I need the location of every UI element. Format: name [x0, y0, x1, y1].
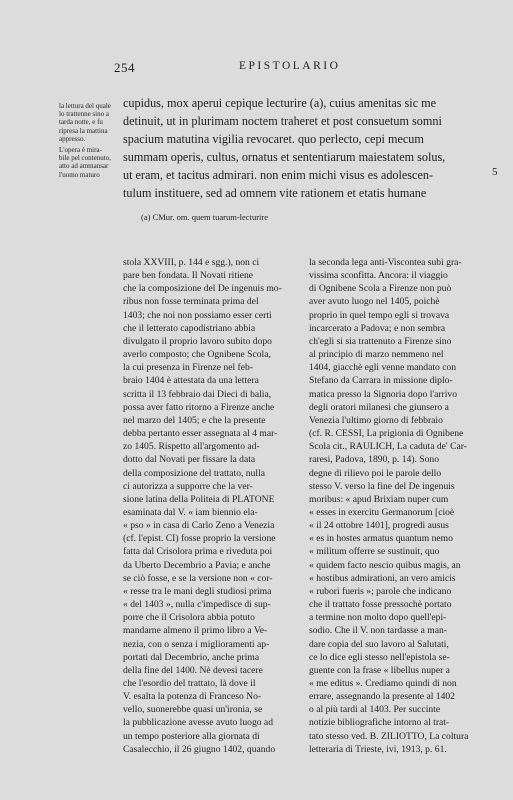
critical-apparatus-note: (a) CMur. om. quem tuarum-lecturire	[141, 212, 268, 222]
commentary-line: ch'egli si sia trattenuto a Firenze sino	[309, 335, 452, 347]
commentary-line: portati dal Decembrio, anche prima	[123, 651, 260, 663]
commentary-line: letteraria di Trieste, ivi, 1913, p. 61.	[309, 743, 447, 755]
commentary-line: proprio in quel tempo egli si trovava	[309, 309, 450, 321]
commentary-line: Venezia l'ultimo giorno di febbraio	[309, 414, 443, 426]
commentary-line: esaminata dal V. « iam biennio ela-	[123, 506, 258, 518]
commentary-line: (cf. l'epist. CI) fosse proprio la versione	[123, 533, 276, 545]
commentary-line: nezia, con o senza i miglioramenti ap-	[123, 638, 270, 650]
commentary-line: ribus non fosse terminata prima del	[123, 296, 259, 308]
commentary-line: debba pertanto esser assegnata al 4 mar-	[123, 428, 278, 440]
commentary-line: matica presso la Signoria dopo l'arrivo	[309, 388, 457, 400]
commentary-line: degne di rilievo poi le parole dello	[309, 467, 442, 479]
commentary-line: Stefano da Carrara in missione diplo-	[309, 375, 453, 387]
commentary-line: stola XXVIII, p. 144 e sgg.), non ci	[123, 257, 260, 268]
commentary-line: dotto dal Novati per fissare la data	[123, 454, 256, 466]
margin-note-line: l'uomo maturo	[59, 170, 100, 179]
commentary-line: la pubblicazione avesse avuto luogo ad	[123, 717, 273, 729]
commentary-line: « il 24 ottobre 1401], progredi ausus	[309, 520, 449, 532]
running-title: EPISTOLARIO	[239, 60, 341, 72]
commentary-line: « militum offerre se sustinuit, quo	[309, 546, 440, 558]
commentary-line: « hostibus admirationi, an vero amicis	[309, 572, 456, 584]
main-text-line: ut eram, et tacitus admirari. non enim michi visus es adolescen-	[123, 167, 434, 182]
commentary-line: la cui presenza in Firenze nel feb-	[123, 362, 253, 374]
main-text-line: summam operis, cultus, ornatus et sententiarum maiestatem solus,	[123, 149, 446, 164]
commentary-line: guente con la frase « libellus nuper a	[309, 664, 450, 676]
commentary-line: 1404, giacchè egli venne mandato con	[309, 362, 457, 374]
margin-note-line: L'opera è mira-	[59, 146, 102, 154]
commentary-line: « resse tra le mani degli studiosi prima	[123, 585, 272, 597]
commentary-line: « quidem facto nescio quibus magis, an	[309, 559, 461, 571]
commentary-line: della fine del 1400. Nè devesi tacere	[123, 664, 263, 676]
margin-note-line: la lettura del quale	[59, 102, 111, 110]
commentary-line: V. esalta la potenza di Franceso No-	[123, 691, 262, 703]
margin-note-1	[59, 102, 125, 143]
commentary-line: a termine non molto dopo quell'epi-	[309, 612, 447, 624]
margin-note-line: appresso.	[59, 134, 86, 143]
commentary-line: fatta dal Crisolora prima e riveduta poi	[123, 546, 273, 558]
page-number: 254	[114, 60, 135, 75]
line-number: 5	[492, 166, 498, 178]
margin-note-line: bile pel contenuto,	[59, 154, 111, 163]
commentary-line: « esses in exercitu Germanorum [cioè	[309, 506, 455, 518]
commentary-line: incarcerato a Padova; e non sembra	[309, 322, 446, 334]
commentary-line: « me editus ». Crediamo quindi di non	[309, 678, 457, 689]
commentary-line: Scola cit., RAULICH, La caduta de' Car-	[309, 441, 467, 453]
main-text-line: spacium matutina vigilia revocaret. quo perlecto, cepi mecum	[123, 131, 424, 146]
commentary-line: pare ben fondata. Il Novati ritiene	[123, 270, 253, 282]
margin-note-2	[59, 146, 125, 179]
commentary-line: della composizione del trattato, nulla	[123, 467, 265, 479]
commentary-line: ci autorizza a supporre che la ver-	[123, 480, 253, 492]
commentary-line: che il trattato fosse pressochè portato	[309, 599, 452, 611]
commentary-line: notizie bibliografiche intorno al trat-	[309, 717, 450, 729]
commentary-line: nel marzo del 1405; e che la presente	[123, 414, 266, 426]
commentary-right-column	[309, 256, 475, 756]
commentary-line: ce lo dice egli stesso nell'epistola se-	[309, 651, 450, 663]
margin-note-line: lo trattenne sino a	[59, 110, 109, 119]
margin-note-line: tarda notte, e fu	[59, 118, 103, 127]
margin-note-line: atto ad ammansar	[59, 162, 109, 171]
commentary-line: la seconda lega anti-Viscontea subì gra-	[309, 257, 462, 268]
main-text-line: tulum instituere, sed ad omnem vite rationem et etatis humane	[123, 185, 427, 200]
commentary-line: sione latina della Politeia di PLATONE	[123, 493, 275, 505]
commentary-line: dare copia del suo lavoro al Salutati,	[309, 638, 449, 650]
main-text-line: detinuit, ut in plurimam noctem traheret et post consuetum somni	[123, 113, 442, 128]
commentary-line: vello, suonerebbe quasi un'ironia, se	[123, 704, 263, 716]
margin-note-line: ripresa la mattina	[59, 126, 108, 135]
commentary-line: Casalecchio, il 26 giugno 1402, quando	[123, 743, 276, 755]
commentary-line: « pso » in casa di Carlo Zeno a Venezia	[123, 520, 275, 532]
commentary-line: braio 1404 è attestata da una lettera	[123, 375, 259, 387]
commentary-line: « del 1403 », nulla c'impedisce di sup-	[123, 599, 271, 611]
commentary-line: o al più tardi al 1403. Per succinte	[309, 704, 441, 716]
commentary-line: che la composizione del De ingenuis mo-	[123, 283, 282, 295]
commentary-line: tato stesso ved. B. ZILIOTTO, La coltura	[309, 730, 469, 742]
commentary-line: aver avuto luogo nel 1405, poichè	[309, 296, 440, 308]
commentary-line: stesso V. verso la fine del De ingenuis	[309, 480, 455, 492]
commentary-line: porre che il Crisolora abbia potuto	[123, 612, 255, 624]
commentary-line: (cf. R. CESSI, La prigionia di Ognibene	[309, 428, 464, 440]
commentary-line: se ciò fosse, e se la versione non « cor-	[123, 572, 273, 584]
commentary-line: « es in hostes armatus quantum nemo	[309, 533, 453, 545]
commentary-line: che l'esordio del trattato, là dove il	[123, 678, 256, 689]
commentary-line: possa aver fatto ritorno a Firenze anche	[123, 401, 275, 413]
commentary-line: zo 1405. Rispetto all'argomento ad-	[123, 441, 260, 453]
commentary-line: un tempo posteriore alla giornata di	[123, 730, 260, 742]
commentary-line: moribus: « apud Brixiam nuper cum	[309, 493, 449, 505]
commentary-line: sodio. Che il V. non tardasse a man-	[309, 625, 447, 637]
commentary-left-column	[123, 256, 289, 756]
commentary-line: vissima sconfitta. Ancora: il viaggio	[309, 270, 448, 282]
commentary-line: divulgato il proprio lavoro subito dopo	[123, 335, 272, 347]
commentary-line: degli oratori milanesi che giunsero a	[309, 401, 449, 413]
commentary-line: averlo composto; che Ognibene Scola,	[123, 349, 271, 361]
commentary-line: mandarne almeno il primo libro a Ve-	[123, 625, 268, 637]
commentary-line: al principio di marzo nemmeno nel	[309, 349, 444, 361]
commentary-line: da Uberto Decembrio a Pavia; e anche	[123, 559, 271, 571]
commentary-line: « rubori fueris »; parole che indicano	[309, 585, 452, 597]
commentary-line: errare, assegnando la presente al 1402	[309, 691, 455, 703]
commentary-line: che il letterato capodistriano abbia	[123, 322, 256, 334]
commentary-line: scritta il 13 febbraio dai Dieci di balìa,	[123, 388, 272, 400]
main-text-line: cupidus, mox aperui cepique lecturire (a), cuius amenitas sic me	[123, 96, 437, 110]
commentary-line: raresi, Padova, 1890, p. 14). Sono	[309, 454, 440, 466]
main-latin-text	[123, 95, 483, 202]
commentary-line: di Ognibene Scola a Firenze non può	[309, 283, 452, 295]
commentary-line: 1403; che noi non possiamo esser certi	[123, 309, 272, 321]
